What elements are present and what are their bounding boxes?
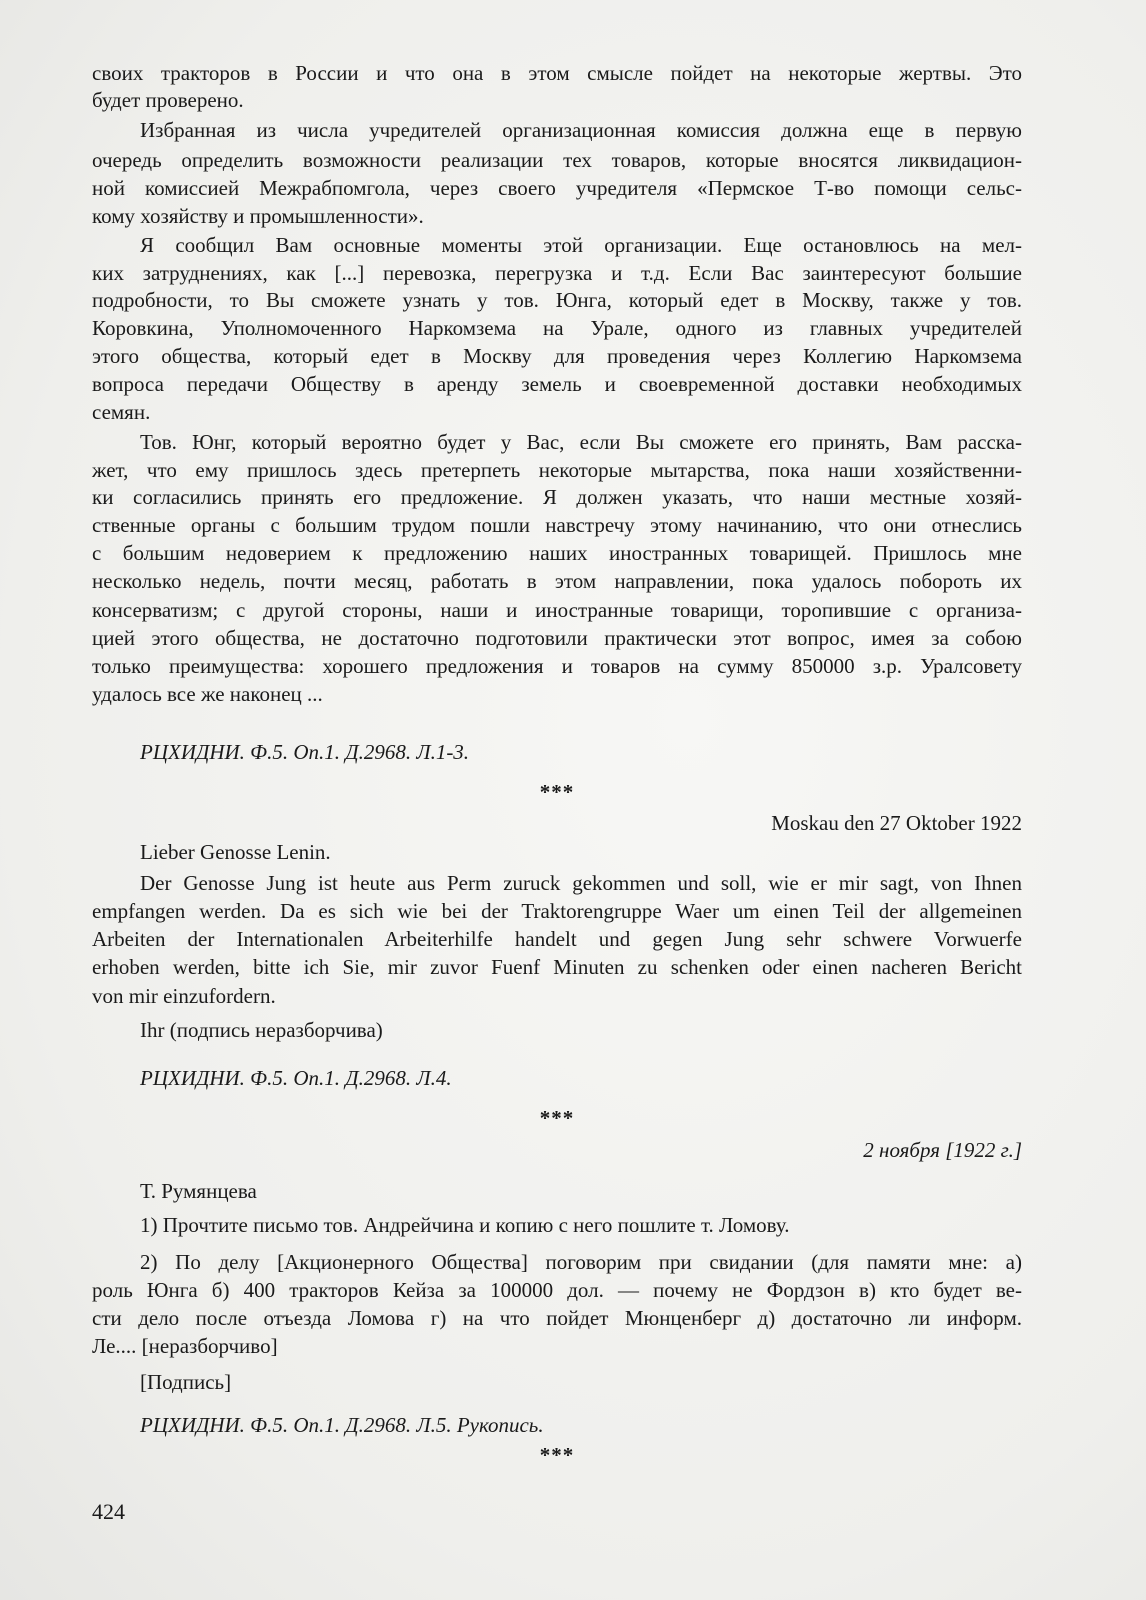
text-line: цией этого общества, не достаточно подготовили практически этот вопрос, имея за собою [92,626,1022,650]
text-line: жет, что ему пришлось здесь претерпеть некоторые мытарства, пока наши хозяйственни- [92,458,1022,482]
section-separator: *** [539,1443,575,1467]
letter-salutation: Lieber Genosse Lenin. [140,840,331,864]
note-addressee: Т. Румянцева [140,1179,257,1203]
text-line: этого общества, который едет в Москву для проведения через Коллегию Наркомзема [92,344,1022,368]
text-line: Ле.... [неразборчиво] [92,1334,278,1358]
note-signature: [Подпись] [140,1370,232,1394]
text-line: ки согласились принять его предложение. Я должен указать, что наши местные хозяй- [92,485,1022,509]
text-line: erhoben werden, bitte ich Sie, mir zuvor Fuenf Minuten zu schenken oder einen nacheren Bericht [92,955,1022,979]
text-line: только преимущества: хорошего предложения и товаров на сумму 850000 з.р. Уралсовету [92,654,1022,678]
text-line: удалось все же наконец ... [92,682,323,706]
text-line: von mir einzufordern. [92,984,276,1008]
archive-citation: РЦХИДНИ. Ф.5. Оп.1. Д.2968. Л.4. [140,1066,452,1090]
page-number: 424 [92,1499,125,1524]
text-line: Тов. Юнг, который вероятно будет у Вас, если Вы сможете его принять, Вам расска- [140,430,1022,454]
text-line: Arbeiten der Internationalen Arbeiterhilfe handelt und gegen Jung sehr schwere Vorwuerfe [92,927,1022,951]
text-line: несколько недель, почти месяц, работать в этом направлении, пока удалось побороть их [92,569,1022,593]
section-separator: *** [539,1106,575,1130]
text-line: подробности, то Вы сможете узнать у тов. Юнга, который едет в Москву, также у тов. [92,288,1022,312]
text-line: сти дело после отъезда Ломова г) на что пойдет Мюнценберг д) достаточно ли информ. [92,1306,1022,1330]
text-line: 2) По делу [Акционерного Общества] поговорим при свидании (для памяти мне: а) [140,1250,1022,1274]
note-item: 1) Прочтите письмо тов. Андрейчина и копию с него пошлите т. Ломову. [140,1213,790,1237]
text-line: ной комиссией Межрабпомгола, через своего учредителя «Пермское Т-во помощи сельс- [92,176,1022,200]
text-line: empfangen werden. Da es sich wie bei der Traktorengruppe Waer um einen Teil der allgemeinen [92,899,1022,923]
text-line: семян. [92,400,151,424]
text-line: очередь определить возможности реализации тех товаров, которые вносятся ликвидацион- [92,148,1022,172]
text-line: Я сообщил Вам основные моменты этой организации. Еще остановлюсь на мел- [140,233,1022,257]
note-date: 2 ноября [1922 г.] [863,1138,1022,1162]
text-line: с большим недоверием к предложению наших иностранных товарищей. Пришлось мне [92,541,1022,565]
text-line: кому хозяйству и промышленности». [92,204,424,228]
text-line: вопроса передачи Обществу в аренду земель и своевременной доставки необходимых [92,372,1022,396]
text-line: консерватизм; с другой стороны, наши и иностранные товарищи, торопившие с организа- [92,598,1022,622]
letter-closing: Ihr (подпись неразборчива) [140,1018,383,1042]
letter-date: Moskau den 27 Oktober 1922 [771,811,1022,835]
text-line: Коровкина, Уполномоченного Наркомзема на Урале, одного из главных учредителей [92,316,1022,340]
text-line: ственные органы с большим трудом пошли навстречу этому начинанию, что они отнеслись [92,513,1022,537]
text-line: Избранная из числа учредителей организационная комиссия должна еще в первую [140,118,1022,142]
text-line: ких затруднениях, как [...] перевозка, перегрузка и т.д. Если Вас заинтересуют большие [92,261,1022,285]
section-separator: *** [539,780,575,804]
text-line: своих тракторов в России и что она в этом смысле пойдет на некоторые жертвы. Это [92,61,1022,85]
archive-citation: РЦХИДНИ. Ф.5. Оп.1. Д.2968. Л.1-3. [140,740,470,764]
text-line: роль Юнга б) 400 тракторов Кейза за 100000 дол. — почему не Фордзон в) кто будет ве- [92,1278,1022,1302]
text-line: Der Genosse Jung ist heute aus Perm zuruck gekommen und soll, wie er mir sagt, von Ihnen [140,871,1022,895]
archive-citation: РЦХИДНИ. Ф.5. Оп.1. Д.2968. Л.5. Рукопись. [140,1413,544,1437]
text-line: будет проверено. [92,88,244,112]
